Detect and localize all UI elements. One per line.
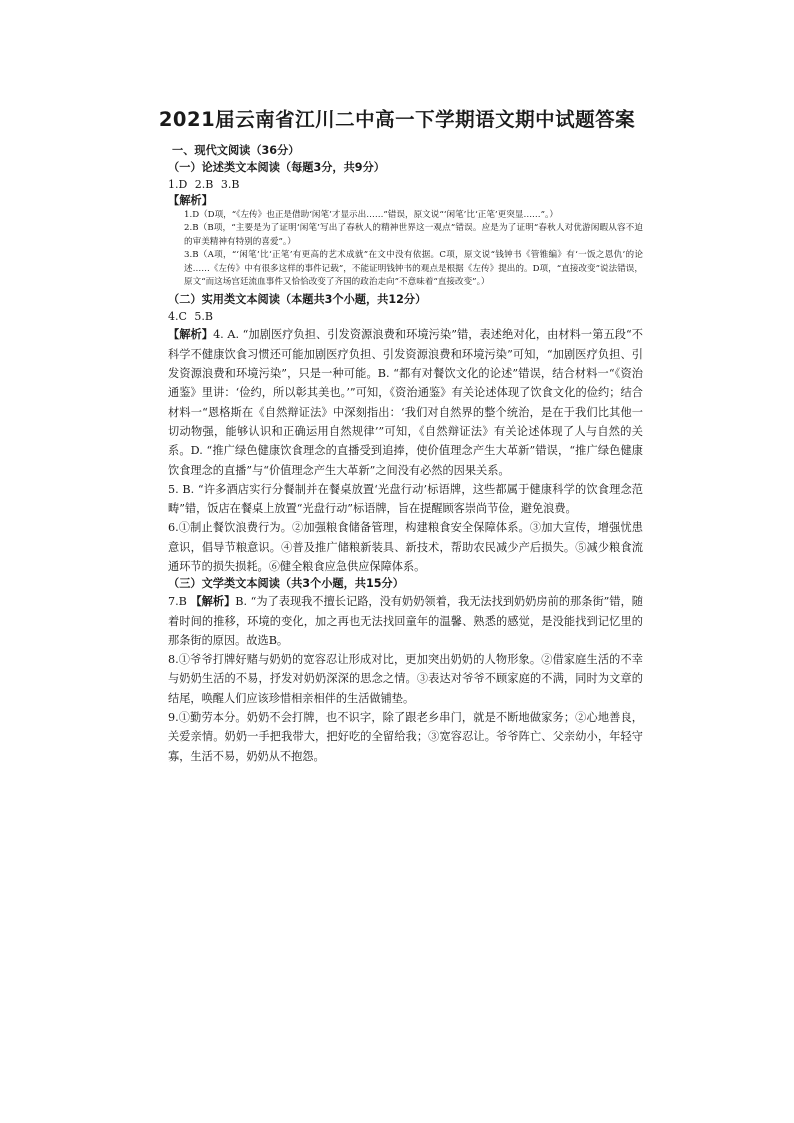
part2-heading: （二）实用类文本阅读（本题共3个小题，共12分） (168, 293, 427, 307)
part1-answers: 1.D 2.B 3.B (168, 178, 240, 191)
part1-analysis (168, 209, 643, 289)
analysis-label: 【解析】 (190, 595, 236, 609)
q8-answer: 8.①爷爷打牌好赌与奶奶的宽容忍让形成对比，更加突出奶奶的人物形象。②借家庭生活的不幸与奶奶生活的不易，抒发对奶奶深深的思念之情。③表达对爷爷不顾家庭的不满，同时为文章的结尾，唤醒人们应该珍惜相亲相伴的生活做铺垫。 (168, 653, 643, 705)
analysis-label: 【解析】 (168, 328, 214, 342)
analysis-item-2: 2.B（B项，“主要是为了证明‘闲笔’写出了春秋人的精神世界这一观点”错误。应是为了证明“春秋人对优游闲暇从容不迫的审美精神有特别的喜爱”。） (184, 223, 643, 247)
q5-answer: 5. B. “许多酒店实行分餐制并在餐桌放置‘光盘行动’标语牌，这些都属于健康科学的饮食理念范畴”错，饭店在餐桌上放置“光盘行动”标语牌，旨在提醒顾客崇尚节俭，避免浪费。 (168, 482, 643, 516)
part1-analysis-label: 【解析】 (168, 194, 213, 207)
q4-analysis (168, 325, 643, 479)
section-heading: 一、现代文阅读（36分） (172, 144, 300, 157)
part2-answers: 4.C 5.B (168, 310, 213, 324)
analysis-item-3: 3.B（A项，“‘闲笔’比‘正笔’有更高的艺术成就”在文中没有依据。C项，原文说“钱钟书《管锥编》有‘一饭之恩仇’的论述……《左传》中有很多这样的事件记载”，不能证明钱钟书的观点是根据《左传》提出的。D项，“直接改变”说法错误，原文“而这场宫廷流血事件又恰恰改变了齐国的政治走向”不意味着“直接改变”。） (184, 250, 643, 288)
q4-text: 4. A. “加剧医疗负担、引发资源浪费和环境污染”错，表述绝对化，由材料一第五段“不科学不健康饮食习惯还可能加剧医疗负担、引发资源浪费和环境污染”可知，“加剧医疗负担、引发资源浪费和环境污染”，只是一种可能。B. “都有对餐饮文化的论述”错误，结合材料一“《资治通鉴》里讲：‘俭约，所以彰其美也。’”可知，《资治通鉴》有关论述体现了饮食文化的俭约；结合材料一“恩格斯在《自然辩证法》中深刻指出：‘我们对自然界的整个统治，是在于我们比其他一切动物强，能够认识和正确运用自然规律’”可知，《自然辩证法》有关论述体现了人与自然的关系。D. “推广绿色健康饮食理念的直播受到追捧，使价值理念产生大革新”错误，“推广绿色健康饮食理念的直播”与“价值理念产生大革新”之间没有必然的因果关系。 (168, 328, 643, 477)
q6-answer: 6.①制止餐饮浪费行为。②加强粮食储备管理，构建粮食安全保障体系。③加大宣传，增强忧患意识，倡导节粮意识。④普及推广储粮新装具、新技术，帮助农民减少产后损失。⑤减少粮食流通环节的损失损耗。⑥健全粮食应急供应保障体系。 (168, 521, 643, 573)
q9-answer: 9.①勤劳本分。奶奶不会打牌，也不识字，除了跟老乡串门，就是不断地做家务；②心地善良，关爱亲情。奶奶一手把我带大，把好吃的全留给我；③宽容忍让。爷爷阵亡、父亲幼小，年轻守寡，生活不易，奶奶从不抱怨。 (168, 711, 643, 763)
q7-prefix: 7.B (168, 595, 191, 609)
q7-text: B. “为了表现我不擅长记路，没有奶奶领着，我无法找到奶奶房前的那条街”错，随着时间的推移，环境的变化，加之再也无法找回童年的温馨、熟悉的感觉，是没能找到记忆里的那条街的原因。故选B。 (168, 595, 643, 647)
part3-heading: （三）文学类文本阅读（共3个小题，共15分） (168, 577, 404, 591)
q7-answer (168, 592, 643, 650)
analysis-item-1: 1.D（D项，“《左传》也正是借助‘闲笔’才显示出……”错误，原文说“‘闲笔’比‘正笔’更突显……”。） (184, 210, 558, 220)
answer-content (168, 143, 643, 766)
part1-heading: （一）论述类文本阅读（每题3分，共9分） (168, 161, 385, 174)
page-title: 2021届云南省江川二中高一下学期语文期中试题答案 (158, 108, 636, 131)
